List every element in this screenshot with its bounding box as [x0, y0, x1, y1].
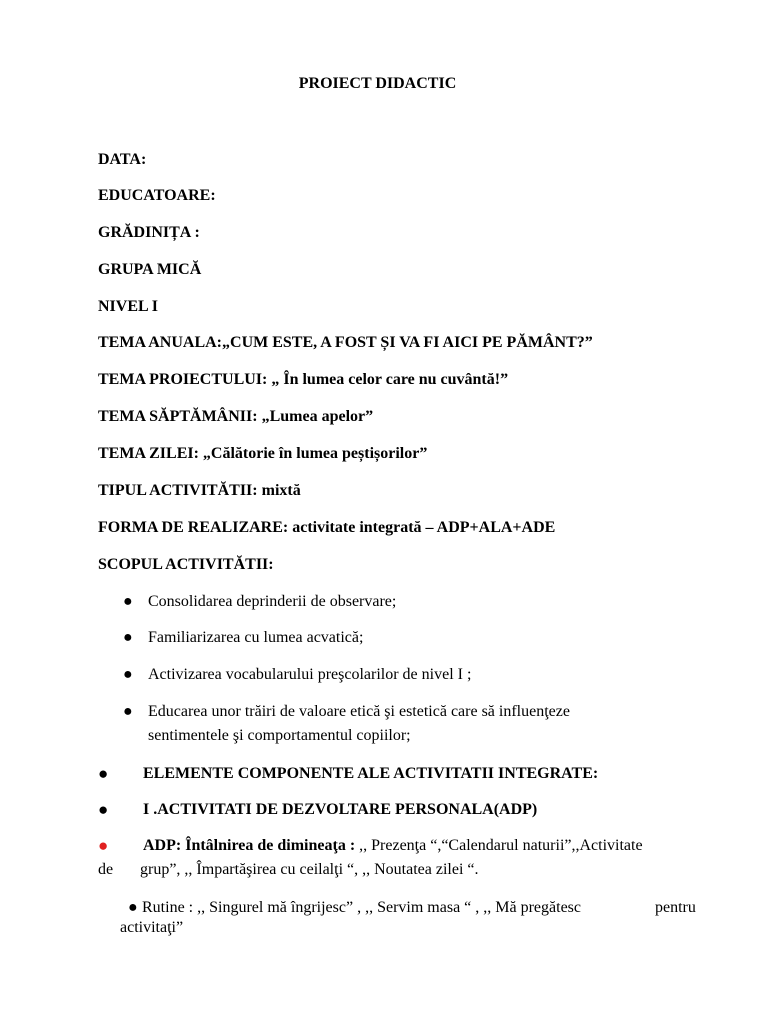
- field-tema-zilei: TEMA ZILEI: „Călătorie în lumea peștișorilor”: [98, 445, 428, 462]
- rutine-line: Rutine : ,, Singurel mă îngrijesc” , ,, Servim masa “ , ,, Mă pregătesc: [142, 899, 581, 916]
- scope-item: Consolidarea deprinderii de observare;: [148, 593, 397, 610]
- red-bullet-icon: ●: [98, 836, 109, 855]
- section-heading: ELEMENTE COMPONENTE ALE ACTIVITATII INTEGRATE:: [143, 765, 599, 782]
- rutine-line-end: pentru: [655, 899, 696, 916]
- field-data: DATA:: [98, 151, 147, 168]
- scope-item: Activizarea vocabularului preşcolarilor de nivel I ;: [148, 666, 472, 683]
- bullet-icon: ●: [123, 703, 133, 720]
- scope-item: Familiarizarea cu lumea acvatică;: [148, 629, 364, 646]
- rutine-line-continuation: activitaţi”: [120, 919, 184, 936]
- field-scopul-activitatii: SCOPUL ACTIVITĂTII:: [98, 556, 274, 573]
- field-nivel: NIVEL I: [98, 298, 159, 315]
- field-forma-de-realizare: FORMA DE REALIZARE: activitate integrată – ADP+ALA+ADE: [98, 519, 556, 536]
- field-educatoare: EDUCATOARE:: [98, 187, 216, 204]
- field-tipul-activitatii: TIPUL ACTIVITĂTII: mixtă: [98, 482, 301, 499]
- bullet-icon: ●: [128, 899, 138, 916]
- bullet-icon: ●: [123, 629, 133, 646]
- bullet-icon: ●: [123, 593, 133, 610]
- field-tema-proiectului: TEMA PROIECTULUI: „ În lumea celor care nu cuvântă!”: [98, 371, 509, 388]
- section-heading: I .ACTIVITATI DE DEZVOLTARE PERSONALA(ADP): [143, 801, 538, 818]
- scope-item-continuation: sentimentele şi comportamentul copiilor;: [148, 727, 411, 744]
- field-tema-anuala: TEMA ANUALA:„CUM ESTE, A FOST ȘI VA FI AICI PE PĂMÂNT?”: [98, 334, 593, 351]
- bullet-icon: ●: [98, 764, 109, 783]
- adp-line: ADP: Întâlnirea de dimineaţa : ,, Prezenţa “,“Calendarul naturii”,,Activitate: [143, 837, 643, 854]
- scope-item: Educarea unor trăiri de valoare etică şi estetică care să influenţeze: [148, 703, 570, 720]
- field-tema-saptamanii: TEMA SĂPTĂMÂNII: „Lumea apelor”: [98, 408, 374, 425]
- bullet-icon: ●: [98, 800, 109, 819]
- field-gradinita: GRĂDINIȚA :: [98, 224, 200, 241]
- bullet-icon: ●: [123, 666, 133, 683]
- adp-line-continuation-start: de: [98, 861, 114, 878]
- page-title: PROIECT DIDACTIC: [298, 75, 457, 92]
- field-grupa: GRUPA MICĂ: [98, 261, 202, 278]
- adp-line-continuation: grup”, ,, Împartăşirea cu ceilalţi “, ,, Noutatea zilei “.: [140, 861, 479, 878]
